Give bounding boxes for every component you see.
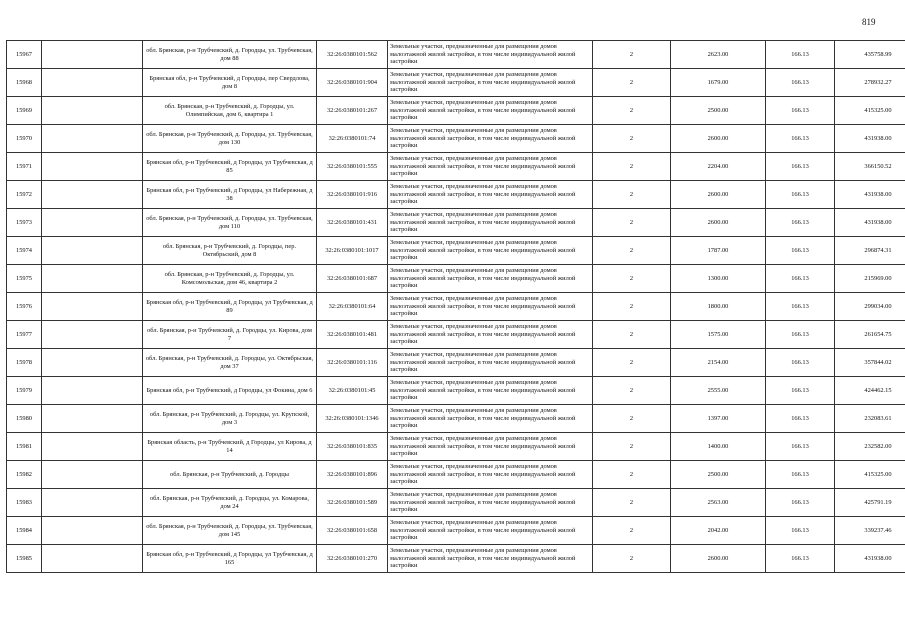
specific-value-cell: 166.13 xyxy=(766,69,835,97)
area-cell: 2500.00 xyxy=(671,97,766,125)
table-row xyxy=(7,237,905,265)
area-cell: 2563.00 xyxy=(671,489,766,517)
row-number-cell: 15980 xyxy=(7,405,42,433)
specific-value-cell: 166.13 xyxy=(766,461,835,489)
blank-cell xyxy=(42,237,143,265)
specific-value-cell: 166.13 xyxy=(766,545,835,573)
land-use-cell: Земельные участки, предназначенные для размещения домов малоэтажной жилой застройки, в том числе индивидуальной жилой застройки xyxy=(388,517,593,545)
category-cell: 2 xyxy=(593,321,671,349)
address-cell: обл. Брянская, р-н Трубчевский, д. Городцы, ул. Крупской, дом 3 xyxy=(143,405,317,433)
row-number-cell: 15969 xyxy=(7,97,42,125)
land-use-cell: Земельные участки, предназначенные для размещения домов малоэтажной жилой застройки, в том числе индивидуальной жилой застройки xyxy=(388,377,593,405)
cadastral-number-cell: 32:26:0380101:589 xyxy=(317,489,388,517)
cadastral-value-cell: 339237.46 xyxy=(835,517,905,545)
cadastral-value-cell: 415325.00 xyxy=(835,461,905,489)
table-row xyxy=(7,349,905,377)
specific-value-cell: 166.13 xyxy=(766,433,835,461)
land-use-cell: Земельные участки, предназначенные для размещения домов малоэтажной жилой застройки, в том числе индивидуальной жилой застройки xyxy=(388,293,593,321)
category-cell: 2 xyxy=(593,209,671,237)
row-number-cell: 15971 xyxy=(7,153,42,181)
table-row xyxy=(7,265,905,293)
area-cell: 1400.00 xyxy=(671,433,766,461)
cadastral-number-cell: 32:26:0380101:687 xyxy=(317,265,388,293)
cadastral-number-cell: 32:26:0380101:74 xyxy=(317,125,388,153)
category-cell: 2 xyxy=(593,517,671,545)
category-cell: 2 xyxy=(593,461,671,489)
area-cell: 2600.00 xyxy=(671,181,766,209)
row-number-cell: 15976 xyxy=(7,293,42,321)
cadastral-number-cell: 32:26:0380101:916 xyxy=(317,181,388,209)
area-cell: 1397.00 xyxy=(671,405,766,433)
specific-value-cell: 166.13 xyxy=(766,321,835,349)
specific-value-cell: 166.13 xyxy=(766,489,835,517)
land-use-cell: Земельные участки, предназначенные для размещения домов малоэтажной жилой застройки, в том числе индивидуальной жилой застройки xyxy=(388,237,593,265)
cadastral-number-cell: 32:26:0380101:267 xyxy=(317,97,388,125)
row-number-cell: 15968 xyxy=(7,69,42,97)
category-cell: 2 xyxy=(593,377,671,405)
row-number-cell: 15967 xyxy=(7,41,42,69)
cadastral-value-cell: 232083.61 xyxy=(835,405,905,433)
area-cell: 1787.00 xyxy=(671,237,766,265)
address-cell: обл. Брянская, р-н Трубчевский, д. Городцы, ул. Трубчевская, дом 110 xyxy=(143,209,317,237)
address-cell: обл. Брянская, р-н Трубчевский, д. Городцы, ул. Кирова, дом 7 xyxy=(143,321,317,349)
row-number-cell: 15985 xyxy=(7,545,42,573)
area-cell: 2623.00 xyxy=(671,41,766,69)
address-cell: Брянская обл, р-н Трубчевский, д Городцы, пер Свердлова, дом 8 xyxy=(143,69,317,97)
address-cell: обл. Брянская, р-н Трубчевский, д. Городцы, ул. Олимпийская, дом 6, квартира 1 xyxy=(143,97,317,125)
area-cell: 2154.00 xyxy=(671,349,766,377)
land-use-cell: Земельные участки, предназначенные для размещения домов малоэтажной жилой застройки, в том числе индивидуальной жилой застройки xyxy=(388,69,593,97)
blank-cell xyxy=(42,265,143,293)
table-row xyxy=(7,517,905,545)
cadastral-value-cell: 299034.00 xyxy=(835,293,905,321)
registry-table-body xyxy=(7,41,905,573)
category-cell: 2 xyxy=(593,489,671,517)
area-cell: 1679.00 xyxy=(671,69,766,97)
address-cell: обл. Брянская, р-н Трубчевский, д. Городцы, ул. Трубчевская, дом 130 xyxy=(143,125,317,153)
category-cell: 2 xyxy=(593,265,671,293)
row-number-cell: 15978 xyxy=(7,349,42,377)
category-cell: 2 xyxy=(593,349,671,377)
category-cell: 2 xyxy=(593,97,671,125)
land-use-cell: Земельные участки, предназначенные для размещения домов малоэтажной жилой застройки, в том числе индивидуальной жилой застройки xyxy=(388,125,593,153)
address-cell: обл. Брянская, р-н Трубчевский, д. Городцы, пер. Октябрьский, дом 8 xyxy=(143,237,317,265)
category-cell: 2 xyxy=(593,41,671,69)
cadastral-number-cell: 32:26:0380101:555 xyxy=(317,153,388,181)
specific-value-cell: 166.13 xyxy=(766,377,835,405)
cadastral-number-cell: 32:26:0380101:562 xyxy=(317,41,388,69)
specific-value-cell: 166.13 xyxy=(766,97,835,125)
land-use-cell: Земельные участки, предназначенные для размещения домов малоэтажной жилой застройки, в том числе индивидуальной жилой застройки xyxy=(388,489,593,517)
table-row xyxy=(7,293,905,321)
category-cell: 2 xyxy=(593,293,671,321)
blank-cell xyxy=(42,349,143,377)
blank-cell xyxy=(42,153,143,181)
land-use-cell: Земельные участки, предназначенные для размещения домов малоэтажной жилой застройки, в том числе индивидуальной жилой застройки xyxy=(388,97,593,125)
specific-value-cell: 166.13 xyxy=(766,265,835,293)
cadastral-number-cell: 32:26:0380101:270 xyxy=(317,545,388,573)
blank-cell xyxy=(42,545,143,573)
row-number-cell: 15982 xyxy=(7,461,42,489)
cadastral-value-cell: 415325.00 xyxy=(835,97,905,125)
land-use-cell: Земельные участки, предназначенные для размещения домов малоэтажной жилой застройки, в том числе индивидуальной жилой застройки xyxy=(388,349,593,377)
address-cell: обл. Брянская, р-н Трубчевский, д. Городцы, ул. Комсомольская, дом 46, квартира 2 xyxy=(143,265,317,293)
blank-cell xyxy=(42,69,143,97)
cadastral-value-cell: 366150.52 xyxy=(835,153,905,181)
cadastral-value-cell: 431938.00 xyxy=(835,545,905,573)
row-number-cell: 15984 xyxy=(7,517,42,545)
land-use-cell: Земельные участки, предназначенные для размещения домов малоэтажной жилой застройки, в том числе индивидуальной жилой застройки xyxy=(388,41,593,69)
land-use-cell: Земельные участки, предназначенные для размещения домов малоэтажной жилой застройки, в том числе индивидуальной жилой застройки xyxy=(388,181,593,209)
category-cell: 2 xyxy=(593,237,671,265)
cadastral-number-cell: 32:26:0380101:896 xyxy=(317,461,388,489)
area-cell: 2600.00 xyxy=(671,209,766,237)
cadastral-value-cell: 431938.00 xyxy=(835,209,905,237)
address-cell: Брянская обл, р-н Трубчевский, д Городцы, ул Трубчевская, д 165 xyxy=(143,545,317,573)
row-number-cell: 15972 xyxy=(7,181,42,209)
land-use-cell: Земельные участки, предназначенные для размещения домов малоэтажной жилой застройки, в том числе индивидуальной жилой застройки xyxy=(388,405,593,433)
row-number-cell: 15974 xyxy=(7,237,42,265)
cadastral-value-cell: 425791.19 xyxy=(835,489,905,517)
table-row xyxy=(7,377,905,405)
blank-cell xyxy=(42,321,143,349)
specific-value-cell: 166.13 xyxy=(766,405,835,433)
address-cell: Брянская обл, р-н Трубчевский, д Городцы, ул Трубчевская, д 89 xyxy=(143,293,317,321)
cadastral-number-cell: 32:26:0380101:1017 xyxy=(317,237,388,265)
land-registry-table xyxy=(6,40,905,573)
area-cell: 2204.00 xyxy=(671,153,766,181)
land-use-cell: Земельные участки, предназначенные для размещения домов малоэтажной жилой застройки, в том числе индивидуальной жилой застройки xyxy=(388,321,593,349)
address-cell: обл. Брянская, р-н Трубчевский, д. Городцы, ул. Октябрьская, дом 37 xyxy=(143,349,317,377)
cadastral-value-cell: 215969.00 xyxy=(835,265,905,293)
row-number-cell: 15979 xyxy=(7,377,42,405)
specific-value-cell: 166.13 xyxy=(766,293,835,321)
cadastral-value-cell: 431938.00 xyxy=(835,181,905,209)
table-row xyxy=(7,545,905,573)
blank-cell xyxy=(42,489,143,517)
address-cell: обл. Брянская, р-н Трубчевский, д. Городцы, ул. Трубчевская, дом 145 xyxy=(143,517,317,545)
area-cell: 2042.00 xyxy=(671,517,766,545)
area-cell: 1300.00 xyxy=(671,265,766,293)
land-use-cell: Земельные участки, предназначенные для размещения домов малоэтажной жилой застройки, в том числе индивидуальной жилой застройки xyxy=(388,265,593,293)
table-row xyxy=(7,209,905,237)
table-row xyxy=(7,153,905,181)
specific-value-cell: 166.13 xyxy=(766,125,835,153)
table-row xyxy=(7,181,905,209)
table-row xyxy=(7,433,905,461)
cadastral-value-cell: 431938.00 xyxy=(835,125,905,153)
table-row xyxy=(7,125,905,153)
specific-value-cell: 166.13 xyxy=(766,41,835,69)
category-cell: 2 xyxy=(593,405,671,433)
address-cell: обл. Брянская, р-н Трубчевский, д. Городцы, ул. Трубчевская, дом 88 xyxy=(143,41,317,69)
specific-value-cell: 166.13 xyxy=(766,349,835,377)
row-number-cell: 15981 xyxy=(7,433,42,461)
land-use-cell: Земельные участки, предназначенные для размещения домов малоэтажной жилой застройки, в том числе индивидуальной жилой застройки xyxy=(388,209,593,237)
cadastral-number-cell: 32:26:0380101:45 xyxy=(317,377,388,405)
table-row xyxy=(7,489,905,517)
cadastral-number-cell: 32:26:0380101:116 xyxy=(317,349,388,377)
cadastral-value-cell: 261654.75 xyxy=(835,321,905,349)
specific-value-cell: 166.13 xyxy=(766,517,835,545)
category-cell: 2 xyxy=(593,69,671,97)
category-cell: 2 xyxy=(593,153,671,181)
category-cell: 2 xyxy=(593,545,671,573)
cadastral-number-cell: 32:26:0380101:904 xyxy=(317,69,388,97)
cadastral-number-cell: 32:26:0380101:431 xyxy=(317,209,388,237)
category-cell: 2 xyxy=(593,433,671,461)
cadastral-value-cell: 296874.31 xyxy=(835,237,905,265)
row-number-cell: 15973 xyxy=(7,209,42,237)
specific-value-cell: 166.13 xyxy=(766,181,835,209)
cadastral-value-cell: 424462.15 xyxy=(835,377,905,405)
category-cell: 2 xyxy=(593,125,671,153)
table-row xyxy=(7,41,905,69)
row-number-cell: 15975 xyxy=(7,265,42,293)
land-use-cell: Земельные участки, предназначенные для размещения домов малоэтажной жилой застройки, в том числе индивидуальной жилой застройки xyxy=(388,433,593,461)
table-row xyxy=(7,321,905,349)
address-cell: обл. Брянская, р-н Трубчевский, д. Городцы, ул. Комарова, дом 24 xyxy=(143,489,317,517)
blank-cell xyxy=(42,97,143,125)
land-use-cell: Земельные участки, предназначенные для размещения домов малоэтажной жилой застройки, в том числе индивидуальной жилой застройки xyxy=(388,153,593,181)
row-number-cell: 15970 xyxy=(7,125,42,153)
specific-value-cell: 166.13 xyxy=(766,153,835,181)
area-cell: 2600.00 xyxy=(671,545,766,573)
category-cell: 2 xyxy=(593,181,671,209)
table-row xyxy=(7,461,905,489)
page-number: 819 xyxy=(862,17,876,27)
cadastral-value-cell: 232582.00 xyxy=(835,433,905,461)
area-cell: 1800.00 xyxy=(671,293,766,321)
cadastral-number-cell: 32:26:0380101:1346 xyxy=(317,405,388,433)
address-cell: Брянская обл, р-н Трубчевский, д Городцы, ул Трубчевская, д 85 xyxy=(143,153,317,181)
cadastral-number-cell: 32:26:0380101:481 xyxy=(317,321,388,349)
row-number-cell: 15977 xyxy=(7,321,42,349)
blank-cell xyxy=(42,405,143,433)
land-use-cell: Земельные участки, предназначенные для размещения домов малоэтажной жилой застройки, в том числе индивидуальной жилой застройки xyxy=(388,461,593,489)
land-use-cell: Земельные участки, предназначенные для размещения домов малоэтажной жилой застройки, в том числе индивидуальной жилой застройки xyxy=(388,545,593,573)
row-number-cell: 15983 xyxy=(7,489,42,517)
cadastral-value-cell: 357844.02 xyxy=(835,349,905,377)
area-cell: 2555.00 xyxy=(671,377,766,405)
specific-value-cell: 166.13 xyxy=(766,237,835,265)
cadastral-value-cell: 278932.27 xyxy=(835,69,905,97)
cadastral-number-cell: 32:26:0380101:658 xyxy=(317,517,388,545)
specific-value-cell: 166.13 xyxy=(766,209,835,237)
area-cell: 2500.00 xyxy=(671,461,766,489)
address-cell: обл. Брянская, р-н Трубчевский, д. Городцы xyxy=(143,461,317,489)
table-row xyxy=(7,97,905,125)
blank-cell xyxy=(42,41,143,69)
blank-cell xyxy=(42,433,143,461)
blank-cell xyxy=(42,461,143,489)
table-row xyxy=(7,405,905,433)
blank-cell xyxy=(42,293,143,321)
blank-cell xyxy=(42,209,143,237)
address-cell: Брянская обл, р-н Трубчевский, д Городцы, ул Фокина, дом 6 xyxy=(143,377,317,405)
area-cell: 1575.00 xyxy=(671,321,766,349)
blank-cell xyxy=(42,181,143,209)
address-cell: Брянская область, р-н Трубчевский, д Городцы, ул Кирова, д 14 xyxy=(143,433,317,461)
blank-cell xyxy=(42,517,143,545)
blank-cell xyxy=(42,377,143,405)
blank-cell xyxy=(42,125,143,153)
cadastral-number-cell: 32:26:0380101:835 xyxy=(317,433,388,461)
area-cell: 2600.00 xyxy=(671,125,766,153)
table-row xyxy=(7,69,905,97)
address-cell: Брянская обл, р-н Трубчевский, д Городцы, ул Набережная, д 38 xyxy=(143,181,317,209)
cadastral-value-cell: 435758.99 xyxy=(835,41,905,69)
cadastral-number-cell: 32:26:0380101:64 xyxy=(317,293,388,321)
